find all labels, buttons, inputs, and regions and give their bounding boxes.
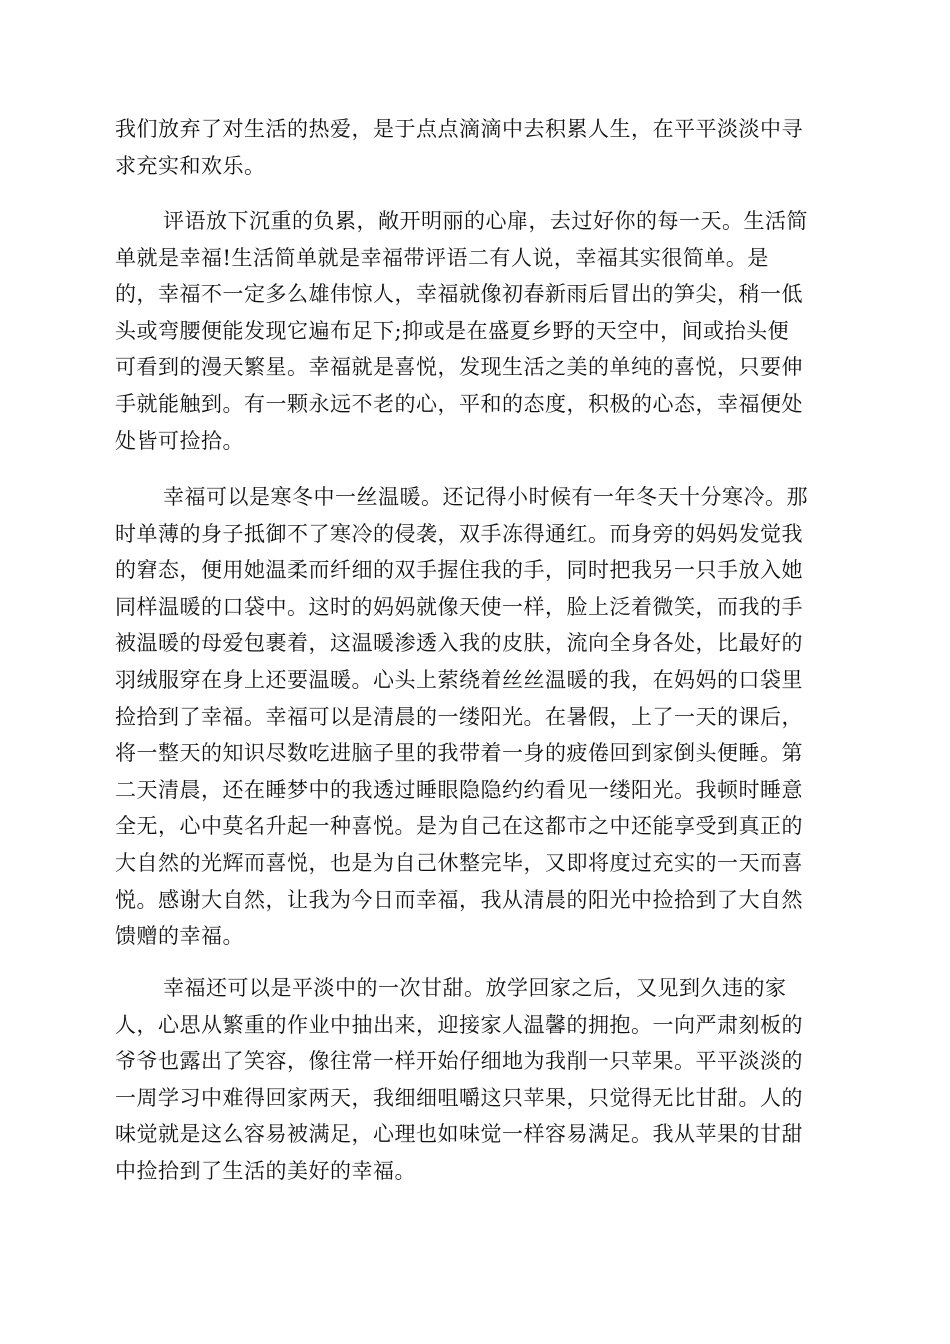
paragraph-line: 中捡拾到了生活的美好的幸福。 [115,1158,416,1183]
paragraph-line: 大自然的光辉而喜悦，也是为自己休整完毕，又即将度过充实的一天而喜 [115,850,803,875]
paragraph-line: 幸福还可以是平淡中的一次甘甜。放学回家之后，又见到久违的家 [163,976,787,1000]
paragraph-line: 评语放下沉重的负累，敞开明丽的心扉，去过好你的每一天。生活简 [163,209,808,233]
paragraph-line: 人，心思从繁重的作业中抽出来，迎接家人温馨的拥抱。一向严肃刻板的 [115,1012,803,1037]
paragraph-line: 同样温暖的口袋中。这时的妈妈就像天使一样，脸上泛着微笑，而我的手 [115,594,803,619]
paragraph-4 [115,970,835,1190]
paragraph-line: 爷爷也露出了笑容，像往常一样开始仔细地为我削一只苹果。平平淡淡的 [115,1049,803,1074]
paragraph-line: 二天清晨，还在睡梦中的我透过睡眼隐隐约约看见一缕阳光。我顿时睡意 [115,777,803,802]
paragraph-line: 时单薄的身子抵御不了寒冷的侵袭，双手冻得通红。而身旁的妈妈发觉我 [115,521,803,546]
paragraph-line: 可看到的漫天繁星。幸福就是喜悦，发现生活之美的单纯的喜悦，只要伸 [115,355,803,380]
paragraph-line: 的，幸福不一定多么雄伟惊人，幸福就像初春新雨后冒出的笋尖，稍一低 [115,282,803,307]
paragraph-line: 处皆可捡拾。 [115,428,244,453]
paragraph-line: 幸福可以是寒冬中一丝温暖。还记得小时候有一年冬天十分寒冷。那 [163,485,808,509]
paragraph-line: 将一整天的知识尽数吃进脑子里的我带着一身的疲倦回到家倒头便睡。第 [115,741,803,766]
paragraph-line: 馈赠的幸福。 [115,924,244,949]
paragraph-line: 全无，心中莫名升起一种喜悦。是为自己在这都市之中还能享受到真正的 [115,814,803,839]
paragraph-line: 单就是幸福!生活简单就是幸福带评语二有人说，幸福其实很简单。是 [115,245,769,270]
paragraph-line: 悦。感谢大自然，让我为今日而幸福，我从清晨的阳光中捡拾到了大自然 [115,887,803,912]
paragraph-3 [115,479,835,955]
paragraph-line: 被温暖的母爱包裹着，这温暖渗透入我的皮肤，流向全身各处，比最好的 [115,631,803,656]
paragraph-line: 我们放弃了对生活的热爱，是于点点滴滴中去积累人生，在平平淡淡中寻 [115,117,803,141]
paragraph-line: 捡拾到了幸福。幸福可以是清晨的一缕阳光。在暑假，上了一天的课后， [115,704,803,729]
paragraph-line: 一周学习中难得回家两天，我细细咀嚼这只苹果，只觉得无比甘甜。人的 [115,1085,803,1110]
paragraph-line: 味觉就是这么容易被满足，心理也如味觉一样容易满足。我从苹果的甘甜 [115,1122,803,1147]
paragraph-2 [115,203,835,459]
paragraph-line: 羽绒服穿在身上还要温暖。心头上萦绕着丝丝温暖的我，在妈妈的口袋里 [115,667,803,692]
paragraph-line: 求充实和欢乐。 [115,153,266,178]
paragraph-line: 的窘态，便用她温柔而纤细的双手握住我的手，同时把我另一只手放入她 [115,558,803,583]
paragraph-1 [115,111,835,184]
paragraph-line: 头或弯腰便能发现它遍布足下;抑或是在盛夏乡野的天空中，间或抬头便 [115,318,790,343]
paragraph-line: 手就能触到。有一颗永远不老的心，平和的态度，积极的心态，幸福便处 [115,391,803,416]
